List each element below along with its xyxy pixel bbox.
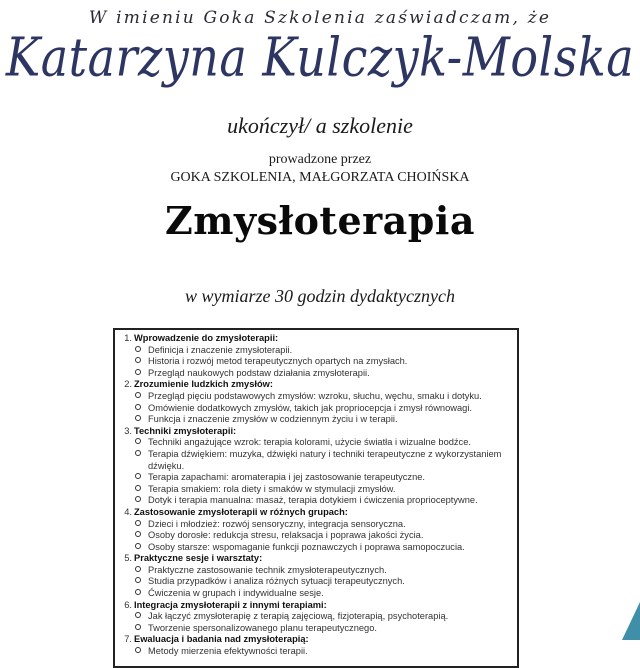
recipient-name: Katarzyna Kulczyk-Molska [5,25,635,89]
completed-text: ukończył/ a szkolenie [227,113,413,138]
circle-bullet-icon [135,438,141,444]
program-section [121,553,511,599]
section-number: 4. [124,506,132,517]
program-section [121,426,511,507]
conducted-by-organization: GOKA SZKOLENIA, MAŁGORZATA CHOIŃSKA [170,170,470,185]
conducted-by-block [0,151,640,187]
list-item [121,611,511,623]
list-item-text: Terapia dźwiękiem: muzyka, dźwięki natury i techniki terapeutyczne z wykorzystaniem dźwięku. [148,448,502,471]
circle-bullet-icon [135,566,141,572]
list-item [121,495,511,507]
program-section-heading [121,507,511,519]
circle-bullet-icon [135,450,141,456]
list-item [121,565,511,577]
list-item [121,403,511,415]
list-item [121,542,511,554]
list-item [121,484,511,496]
section-number: 3. [124,425,132,436]
program-section-heading [121,634,511,646]
list-item-text: Ćwiczenia w grupach i indywidualne sesje. [148,588,324,599]
list-item-text: Jak łączyć zmysłoterapię z terapią zajęciową, fizjoterapią, psychoterapią. [148,611,449,622]
list-item-text: Dzieci i młodzież: rozwój sensoryczny, integracja sensoryczna. [148,518,406,529]
list-item [121,472,511,484]
section-title: Praktyczne sesje i warsztaty: [134,553,263,564]
circle-bullet-icon [135,415,141,421]
circle-bullet-icon [135,647,141,653]
list-item-text: Dotyk i terapia manualna: masaż, terapia dotykiem i ćwiczenia proprioceptywne. [148,495,478,506]
list-item-text: Przegląd pięciu podstawowych zmysłów: wzroku, słuchu, węchu, smaku i dotyku. [148,390,482,401]
list-item-text: Studia przypadków i analiza różnych sytuacji terapeutycznych. [148,576,405,587]
section-number: 1. [124,333,132,343]
program-section-heading [121,553,511,565]
circle-bullet-icon [135,473,141,479]
list-item [121,356,511,368]
list-item-text: Metody mierzenia efektywności terapii. [148,646,308,657]
program-section-heading [121,333,511,345]
circle-bullet-icon [135,543,141,549]
list-item [121,646,511,658]
list-item [121,391,511,403]
section-number: 6. [124,599,132,610]
list-item [121,437,511,449]
section-title: Wprowadzenie do zmysłoterapii: [134,333,279,343]
list-item-text: Historia i rozwój metod terapeutycznych opartych na zmysłach. [148,356,408,367]
program-section-heading [121,426,511,438]
list-item-text: Przegląd naukowych podstaw działania zmysłoterapii. [148,367,370,378]
corner-decoration-icon [610,580,640,640]
program-section [121,600,511,635]
circle-bullet-icon [135,577,141,583]
program-section [121,379,511,425]
section-title: Integracja zmysłoterapii z innymi terapiami: [134,599,327,610]
section-number: 2. [124,379,132,390]
circle-bullet-icon [135,589,141,595]
list-item-text: Tworzenie spersonalizowanego planu terapeutycznego. [148,622,377,633]
section-title: Zrozumienie ludzkich zmysłów: [134,379,273,390]
circle-bullet-icon [135,485,141,491]
list-item-text: Terapia zapachami: aromaterapia i jej zastosowanie terapeutyczne. [148,472,425,483]
circle-bullet-icon [135,612,141,618]
section-number: 5. [124,553,132,564]
certificate-intro: W imieniu Goka Szkolenia zaświadczam, że [88,8,552,28]
list-item-text: Osoby starsze: wspomaganie funkcji poznawczych i poprawa samopoczucia. [148,541,465,552]
program-box [113,328,519,668]
list-item [121,368,511,380]
section-title: Ewaluacja i badania nad zmysłoterapią: [134,634,309,645]
section-title: Zastosowanie zmysłoterapii w różnych grupach: [134,506,348,517]
program-section-heading [121,600,511,612]
section-number: 7. [124,634,132,645]
list-item [121,530,511,542]
circle-bullet-icon [135,404,141,410]
list-item-text: Osoby dorosłe: redukcja stresu, relaksacja i poprawa jakości życia. [148,530,424,541]
circle-bullet-icon [135,496,141,502]
circle-bullet-icon [135,357,141,363]
list-item [121,345,511,357]
list-item [121,449,511,472]
program-section [121,634,511,657]
conducted-by-label: prowadzone przez [268,152,372,167]
program-section [121,507,511,553]
program-section [121,333,511,379]
list-item [121,623,511,635]
circle-bullet-icon [135,392,141,398]
list-item [121,414,511,426]
course-title: Zmysłoterapia [165,198,475,243]
list-item-text: Omówienie dodatkowych zmysłów, takich jak propriocepcja i zmysł równowagi. [148,402,472,413]
list-item [121,519,511,531]
list-item-text: Techniki angażujące wzrok: terapia kolorami, użycie światła i wizualne bodźce. [148,437,471,448]
list-item-text: Definicja i znaczenie zmysłoterapii. [148,344,293,355]
course-hours: w wymiarze 30 godzin dydaktycznych [185,286,455,306]
circle-bullet-icon [135,346,141,352]
list-item-text: Funkcja i znaczenie zmysłów w codziennym życiu i w terapii. [148,414,398,425]
program-section-heading [121,379,511,391]
circle-bullet-icon [135,520,141,526]
list-item-text: Terapia smakiem: rola diety i smaków w stymulacji zmysłów. [148,483,396,494]
section-title: Techniki zmysłoterapii: [134,425,237,436]
circle-bullet-icon [135,369,141,375]
circle-bullet-icon [135,624,141,630]
list-item [121,588,511,600]
list-item [121,576,511,588]
list-item-text: Praktyczne zastosowanie technik zmysłoterapeutycznych. [148,564,387,575]
circle-bullet-icon [135,531,141,537]
